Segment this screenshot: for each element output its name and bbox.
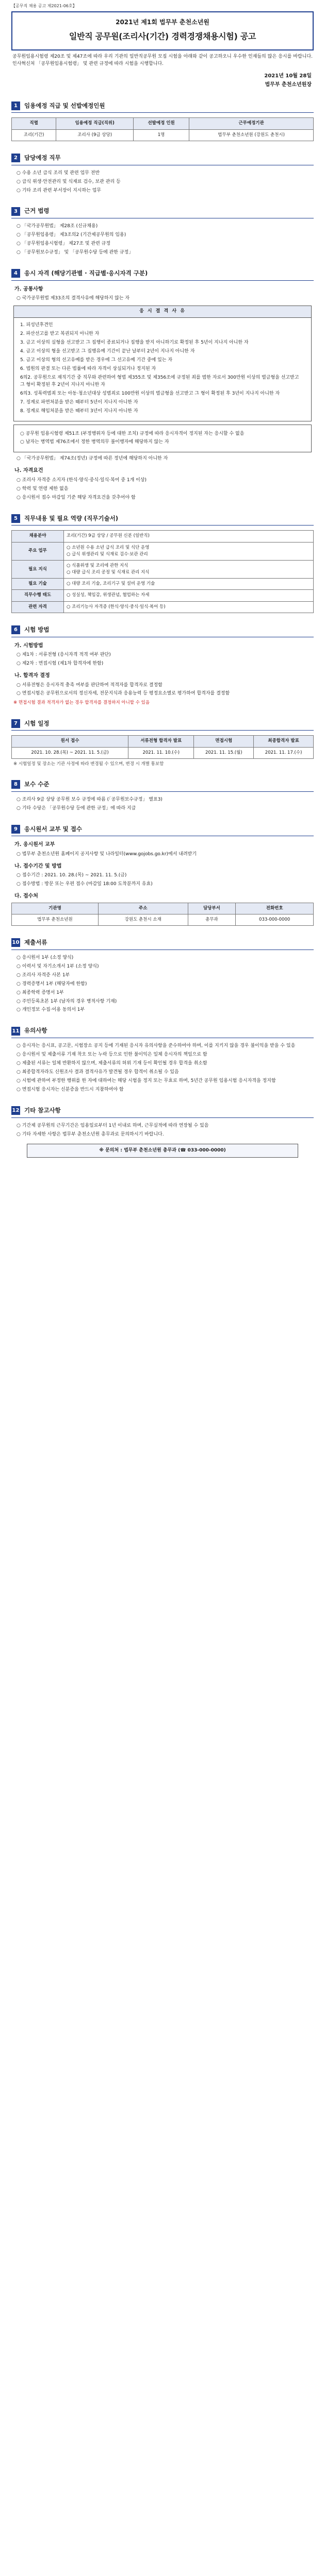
box-line: 6의3. 성폭력범죄 또는 아동·청소년대상 성범죄로 100만원 이상의 벌금형을 선고받고 그 형이 확정된 후 3년이 지나지 아니한 자 [20, 391, 280, 396]
box-line: 5. 금고 이상의 형의 선고유예를 받은 경우에 그 선고유예 기간 중에 있는 자 [20, 357, 173, 363]
misc-item: ○ 기타 자세한 사항은 법무부 춘천소년원 총무과로 문의하시기 바랍니다. [17, 1131, 164, 1137]
law-item: ○ 「공무원임용령」 제3조의2 (기간제공무원의 임용) [17, 232, 126, 238]
exam-note: ※ 면접시험 결과 적격자가 없는 경우 합격자를 결정하지 아니할 수 있음 [13, 700, 150, 706]
box-header: 응 시 결 격 사 유 [14, 306, 311, 318]
subheading: 나. 자격요건 [14, 468, 43, 474]
table-cell: 2021. 11. 17.(수) [254, 747, 314, 758]
table-header: 원서 접수 [12, 736, 128, 747]
table-header: 면접시험 [194, 736, 254, 747]
inquiry-box: ※ 문의처 : 법무부 춘천소년원 총무과 (☎ 033-000-0000) [27, 1144, 298, 1158]
caution-item: ○ 응시자는 응시표, 공고문, 시험장소 공지 등에 기재된 응시자 유의사항을 준수하여야 하며, 이를 지키지 않을 경우 불이익을 받을 수 있음 [17, 1043, 296, 1049]
section-heading [11, 154, 314, 165]
table-header: 최종합격자 발표 [254, 736, 314, 747]
table-cell: ○ 식품위생 및 조리에 관한 지식 ○ 대량 급식 조리 공정 및 식재료 관리 지식 [64, 560, 314, 578]
section-heading [11, 780, 314, 792]
document-item: ○ 응시원서 1부 (소정 양식) [17, 955, 74, 960]
notice-date: 2021년 10월 28일 [264, 73, 312, 79]
box-line: ○ 공무원 임용시험령 제51조 (부정행위자 등에 대한 조치) 규정에 따라 응시자격이 정지된 자는 응시할 수 없음 [20, 431, 245, 436]
duty-item: ○ 기타 조리 관련 부서장이 지시하는 업무 [17, 188, 102, 193]
document-item: ○ 경력증명서 1부 (해당자에 한함) [17, 981, 87, 987]
box-line: 2. 파산선고를 받고 복권되지 아니한 자 [20, 331, 100, 337]
section-heading [11, 514, 314, 526]
document-item: ○ 이력서 및 자기소개서 1부 (소정 양식) [17, 963, 99, 969]
exam-item: ○ 면접시험은 공무원으로서의 정신자세, 전문지식과 응용능력 등 평정요소별로 평가하여 합격자를 결정함 [17, 691, 230, 697]
table-header: 채용분야 [12, 531, 64, 542]
document-item: ○ 개인정보 수집·이용 동의서 1부 [17, 1007, 85, 1013]
table-cell: 조리사 (9급 상당) [56, 129, 134, 141]
table-cell: 2021. 11. 10.(수) [128, 747, 194, 758]
duty-item: ○ 수용 소년 급식 조리 및 관련 업무 전반 [17, 170, 100, 176]
box-line: 1. 피성년후견인 [20, 323, 53, 328]
table-header: 관련 자격 [12, 601, 64, 613]
table-cell: 강원도 춘천시 소재 [98, 914, 188, 925]
apply-item: ○ 접수기간 : 2021. 10. 28.(목) ~ 2021. 11. 5.(금) [17, 873, 127, 878]
section-title: 보수 수준 [24, 780, 50, 788]
document-item: ○ 주민등록초본 1부 (남자의 경우 병적사항 기재) [17, 998, 117, 1004]
title-box [11, 11, 314, 50]
table-cell: 조리(기간) [12, 129, 56, 141]
section-number: 10 [11, 938, 20, 947]
table-header: 기관명 [12, 903, 99, 914]
misc-item: ○ 기간제 공무원의 근무기간은 임용일로부터 1년 이내로 하며, 근무실적에 따라 연장될 수 있음 [17, 1123, 209, 1128]
table-cell: 조리(기간) 9급 상당 / 공무원 신분 (일반직) [64, 531, 314, 542]
caution-item: ○ 면접시험 응시자는 신분증을 반드시 지참하여야 함 [17, 1087, 124, 1092]
table-cell: 033-000-0000 [236, 914, 314, 925]
section-title: 담당예정 직무 [24, 154, 61, 161]
table-cell: ○ 조리기능사 자격증 (한식·양식·중식·일식·복어 등) [64, 601, 314, 613]
caution-item: ○ 응시원서 및 제출서류 기재 착오 또는 누락 등으로 인한 불이익은 일체 응시자의 책임으로 함 [17, 1052, 207, 1058]
section-number: 4 [11, 269, 20, 278]
law-item: ○ 「공무원보수규정」 및 「공무원수당 등에 관한 규정」 [17, 250, 134, 256]
contact-table [11, 903, 314, 926]
caution-item: ○ 제출된 서류는 일체 반환하지 않으며, 제출서류의 허위 기재 등이 확인될 경우 합격을 취소함 [17, 1061, 207, 1066]
section-heading [11, 625, 314, 637]
qualification-item: ○ 응시원서 접수 마감일 기준 해당 자격요건을 갖추어야 함 [17, 495, 136, 500]
notice-org: 법무부 춘천소년원장 [265, 82, 312, 88]
law-item: ○ 「국가공무원법」 제28조 (신규채용) [17, 224, 98, 229]
law-item: ○ 「공무원임용시험령」 제27조 및 관련 규정 [17, 241, 111, 247]
table-header: 주소 [98, 903, 188, 914]
table-header: 필요 기술 [12, 579, 64, 590]
section-number: 7 [11, 719, 20, 728]
table-header: 전화번호 [236, 903, 314, 914]
table-header: 서류전형 합격자 발표 [128, 736, 194, 747]
table-cell: 2021. 10. 28.(목) ~ 2021. 11. 5.(금) [12, 747, 128, 758]
exam-item: ○ 제1차 : 서류전형 (응시자격 적격 여부 판단) [17, 652, 111, 658]
table-header: 직무수행 태도 [12, 590, 64, 601]
title-line1: 2021년 제1회 법무부 춘천소년원 [116, 19, 209, 26]
table-cell: ○ 소년원 수용 소년 급식 조리 및 식단 운영 ○ 급식 위생관리 및 식재료 검수·보관 관리 [64, 542, 314, 560]
subheading: 나. 접수기간 및 방법 [14, 863, 62, 869]
table-cell: 총무과 [188, 914, 236, 925]
section-heading [11, 719, 314, 731]
announcement-tag: 【공무직 채용 공고 제2021-06호】 [11, 4, 77, 8]
caution-item: ○ 최종합격자라도 신원조사 결과 결격사유가 발견될 경우 합격이 취소될 수 있음 [17, 1070, 179, 1075]
qualification-item: ○ 조리사 자격증 소지자 (한식·양식·중식·일식·복어 중 1개 이상) [17, 477, 147, 483]
qualification-item: ○ 학력 및 연령 제한 없음 [17, 486, 69, 492]
title-line2: 일반직 공무원(조리사(기간) 경력경쟁채용시험) 공고 [69, 31, 256, 41]
table-header: 필요 지식 [12, 560, 64, 578]
section-title: 제출서류 [24, 939, 47, 946]
section-title: 근거 법령 [24, 207, 50, 215]
pay-item: ○ 기타 수당은 「공무원수당 등에 관한 규정」에 따라 지급 [17, 805, 136, 811]
section-heading [11, 207, 314, 218]
subheading: 가. 시험방법 [14, 642, 43, 649]
job-description-table [11, 530, 314, 613]
table-header: 근무예정기관 [189, 118, 314, 129]
section-title: 임용예정 직급 및 선발예정인원 [24, 101, 105, 109]
section-number: 3 [11, 207, 20, 216]
box-line: 6의2. 공무원으로 재직기간 중 직무와 관련하여 형법 제355조 및 제356조에 규정된 죄를 범한 자로서 300만원 이상의 벌금형을 선고받고 그 형이 확정된 후 2년이 지나지 아니한 자 [20, 375, 299, 387]
disqualification-box [13, 306, 312, 421]
duty-item: ○ 급식 위생·안전관리 및 식재료 검수, 보관 관리 등 [17, 179, 121, 184]
box-line: 4. 금고 이상의 형을 선고받고 그 집행유예 기간이 끝난 날부터 2년이 지나지 아니한 자 [20, 349, 195, 354]
box-line: 3. 금고 이상의 실형을 선고받고 그 집행이 종료되거나 집행을 받지 아니하기로 확정된 후 5년이 지나지 아니한 자 [20, 340, 249, 346]
table-header: 임용예정 직급(직위) [56, 118, 134, 129]
intro-text: 공무원임용시험령 제20조 및 제47조에 따라 우리 기관의 일반직공무원 모집 시험을 아래와 같이 공고하오니 우수한 인재들의 많은 응시를 바랍니다. 인사혁신처 「공무원임용시험령」 및 관련 규정에 따라 시험을 시행합니다. [12, 54, 313, 66]
section-heading [11, 101, 314, 113]
subheading: 다. 접수처 [14, 893, 38, 900]
section-heading [11, 938, 314, 950]
section-title: 응시원서 교부 및 접수 [24, 825, 82, 833]
section-title: 시험 방법 [24, 625, 50, 633]
section-heading [11, 825, 314, 837]
document-item: ○ 조리사 자격증 사본 1부 [17, 972, 70, 978]
table-header: 주요 업무 [12, 542, 64, 560]
positions-table [11, 117, 314, 141]
section-title: 기타 참고사항 [24, 1106, 61, 1114]
table-cell: 법무부 춘천소년원 (강원도 춘천시) [189, 129, 314, 141]
section-heading [11, 1106, 314, 1118]
note-box [13, 425, 312, 453]
subheading: 가. 응시원서 교부 [14, 842, 55, 848]
table-cell: 2021. 11. 15.(월) [194, 747, 254, 758]
section-number: 12 [11, 1106, 20, 1115]
schedule-note: ※ 시험일정 및 장소는 기관 사정에 따라 변경될 수 있으며, 변경 시 개별 통보함 [13, 761, 164, 767]
pay-item: ○ 조리사 9급 상당 공무원 보수 규정에 따름 (「공무원보수규정」 별표3) [17, 796, 163, 802]
section-number: 5 [11, 514, 20, 523]
qualification-item: ○ 「국가공무원법」 제74조(정년) 규정에 따른 정년에 해당하지 아니한 자 [17, 456, 168, 462]
section-heading [11, 1026, 314, 1038]
box-line: 6. 법원의 판결 또는 다른 법률에 따라 자격이 상실되거나 정지된 자 [20, 366, 156, 371]
document-item: ○ 최종학력 증명서 1부 [17, 990, 64, 995]
table-cell: ○ 대량 조리 기술, 조리기구 및 설비 운영 기술 [64, 579, 314, 590]
table-cell: ○ 성실성, 책임감, 위생관념, 협업하는 자세 [64, 590, 314, 601]
section-number: 2 [11, 154, 20, 162]
section-number: 9 [11, 825, 20, 834]
table-header: 선발예정 인원 [133, 118, 189, 129]
qualification-item: ○ 국가공무원법 제33조의 결격사유에 해당하지 않는 자 [17, 296, 130, 301]
subheading: 가. 공통사항 [14, 286, 43, 292]
box-line: 7. 징계로 파면처분을 받은 때부터 5년이 지나지 아니한 자 [20, 399, 138, 405]
box-line: ○ 남자는 병역법 제76조에서 정한 병역의무 불이행자에 해당하지 않는 자 [20, 439, 169, 445]
section-title: 응시 자격 (해당기관별 · 직급별·응시자격 구분) [24, 269, 148, 277]
caution-item: ○ 시험에 관하여 부정한 행위를 한 자에 대하여는 해당 시험을 정지 또는 무효로 하며, 5년간 공무원 임용시험 응시자격을 정지함 [17, 1078, 276, 1083]
section-number: 8 [11, 780, 20, 789]
section-number: 1 [11, 101, 20, 110]
section-heading [11, 269, 314, 281]
box-line: 8. 징계로 해임처분을 받은 때부터 3년이 지나지 아니한 자 [20, 408, 138, 414]
table-header: 담당부서 [188, 903, 236, 914]
table-header: 직렬 [12, 118, 56, 129]
table-cell: 법무부 춘천소년원 [12, 914, 99, 925]
section-title: 직무내용 및 필요 역량 (직무기술서) [24, 514, 119, 522]
schedule-table [11, 735, 314, 758]
table-cell: 1명 [133, 129, 189, 141]
section-title: 시험 일정 [24, 719, 50, 727]
subheading: 나. 합격자 결정 [14, 673, 50, 679]
section-number: 6 [11, 625, 20, 634]
apply-item: ○ 법무부 춘천소년원 홈페이지 공지사항 및 나라일터(www.gojobs.go.kr)에서 내려받기 [17, 851, 197, 857]
section-number: 11 [11, 1027, 20, 1036]
section-title: 유의사항 [24, 1027, 47, 1035]
exam-item: ○ 서류전형은 응시자격 충족 여부를 판단하여 적격자를 합격자로 결정함 [17, 682, 163, 688]
apply-item: ○ 접수방법 : 방문 또는 우편 접수 (마감일 18:00 도착분까지 유효) [17, 882, 153, 887]
exam-item: ○ 제2차 : 면접시험 (제1차 합격자에 한함) [17, 661, 104, 667]
